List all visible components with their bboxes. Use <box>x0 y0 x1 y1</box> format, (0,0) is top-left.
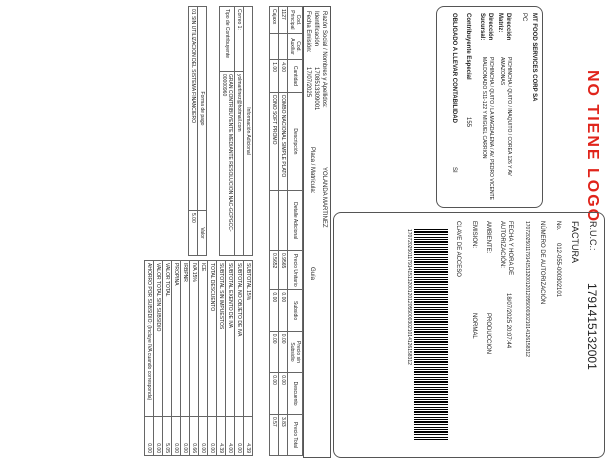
access-key-value: 1707202501179141513200120120550003021014126158312 <box>406 229 412 365</box>
item-cell: 0.00 <box>279 331 288 372</box>
item-cell: CONO SOFT PROMO <box>270 92 279 191</box>
total-label: VALOR TOTAL <box>163 261 172 417</box>
table-row <box>235 7 244 256</box>
authorization-label: NÚMERO DE AUTORIZACIÓN <box>539 221 545 305</box>
item-cell: 0.00 <box>279 373 288 415</box>
table-row <box>154 261 163 456</box>
emission-value: NORMAL <box>471 313 477 339</box>
total-value: 4.39 <box>217 417 226 456</box>
accounting-value: SI <box>451 167 457 173</box>
access-key-barcode <box>414 229 448 441</box>
plate-label: Placa / Matrícula: <box>309 147 315 194</box>
payment-header-value: Valor <box>198 211 207 256</box>
guide-label: Guía <box>309 267 315 281</box>
total-value: 0.00 <box>199 417 208 456</box>
item-cell: 3.83 <box>279 414 288 455</box>
additional-key: Correo 1: <box>235 7 244 72</box>
item-cell <box>270 33 279 60</box>
item-cell <box>279 33 288 60</box>
table-row <box>220 7 235 256</box>
special-taxpayer-value: 155 <box>465 117 471 128</box>
total-label: PROPINA <box>172 261 181 417</box>
total-label: SUBTOTAL 15% <box>244 261 253 417</box>
item-cell: COMBO NACIONAL SIMPLE PLATO <box>279 92 288 191</box>
total-label: TOTAL DESCUENTO <box>208 261 217 417</box>
additional-value: yolmartinez@hotmail.com <box>235 72 244 256</box>
item-cell: Cajaxx <box>270 7 279 34</box>
emission-label: EMISION: <box>471 221 477 249</box>
total-label: ICE <box>199 261 208 417</box>
item-cell <box>279 191 288 251</box>
matrix-address-label: Dirección Matriz: <box>497 13 511 41</box>
table-row <box>190 261 199 456</box>
branch-address-value: PICHINCHA / QUITO / LA MAGDALENA / AV. PEDRO VICENTE MALDONADO S11-122 Y MIGUEL CARRION <box>481 57 494 201</box>
item-cell: 1.00 <box>270 60 279 92</box>
total-label: VALOR TOTAL SIN SUBSIDIO <box>154 261 163 417</box>
header-cell: Descripción <box>288 92 303 191</box>
authorization-date-value: 18/07/2025 20:07:44 <box>505 293 511 349</box>
table-row <box>279 7 288 456</box>
table-row <box>235 261 244 456</box>
table-row <box>226 261 235 456</box>
header-cell: Cantidad <box>288 60 303 92</box>
item-cell: 0.00 <box>270 373 279 415</box>
table-row <box>270 7 279 456</box>
total-label: AHORRO POR SUBSIDIO: (Incluye IVA cuando corresponda) <box>145 261 154 417</box>
authorization-date-label: FECHA Y HORA DE AUTORIZACIÓN: <box>499 221 513 276</box>
item-cell: 1127 <box>279 7 288 34</box>
item-cell: 4.00 <box>279 60 288 92</box>
authorization-value: 1707202501179141513200120120550003021014126158312 <box>524 221 530 357</box>
header-cell: Precio Unitario <box>288 251 303 290</box>
ruc-label: R.U.C.: <box>588 221 598 251</box>
items-table <box>269 6 303 456</box>
issuer-name: MT FOOD SERVICES CORP SA <box>531 13 537 102</box>
total-value: 4.39 <box>244 417 253 456</box>
table-row <box>163 261 172 456</box>
header-cell: Descuento <box>288 373 303 415</box>
payment-table <box>188 6 207 256</box>
total-label: IVA 15% <box>190 261 199 417</box>
matrix-address-value: PICHINCHA / QUITO / INAQUITO / COREA 126 Y AV AMAZONAS <box>499 57 512 176</box>
additional-value: GRAN CONTRIBUYENTE MEDIANTE RESOLUCION NAC-GCPGCC-00000960 <box>220 72 235 256</box>
table-row <box>145 261 154 456</box>
buyer-id-label: Identificación <box>313 11 319 47</box>
table-row <box>208 261 217 456</box>
header-cell: Cod. Principal <box>288 7 303 34</box>
item-cell: 0.00 <box>279 290 288 331</box>
header-cell: Precio Total <box>288 414 303 455</box>
header-cell: Precio sin Subsidio <box>288 331 303 372</box>
total-value: 0.66 <box>190 417 199 456</box>
total-value: 0.00 <box>181 417 190 456</box>
buyer-box <box>303 6 331 458</box>
invoice-info-box <box>333 212 605 458</box>
additional-info-title: Información Adicional <box>244 7 253 256</box>
table-row <box>199 261 208 456</box>
table-row <box>172 261 181 456</box>
environment-label: AMBIENTE: <box>485 221 491 254</box>
item-cell <box>270 191 279 251</box>
item-cell: 0.5652 <box>270 251 279 290</box>
buyer-name-label: Razón Social / Nombres y Apellidos: <box>321 11 327 108</box>
special-taxpayer-label: Contribuyente Especial <box>465 13 471 80</box>
issuer-trade-name: PC <box>521 13 527 22</box>
totals-table <box>144 260 253 456</box>
additional-key: Tipo de Contribuyente <box>220 7 235 72</box>
emission-date-value: 17/07/2025 <box>305 67 311 98</box>
header-cell: Subsidio <box>288 290 303 331</box>
total-value: 0.00 <box>208 417 217 456</box>
access-key-label: CLAVE DE ACCESO <box>455 221 461 277</box>
item-cell: 0.9565 <box>279 251 288 290</box>
table-row <box>189 7 198 256</box>
buyer-id-value: 1708513309001 <box>313 67 319 111</box>
item-cell: 0.00 <box>270 331 279 372</box>
header-cell: Cod. Auxiliar <box>288 33 303 60</box>
logo-placeholder: NO TIENE LOGO <box>584 70 601 224</box>
table-row <box>181 261 190 456</box>
environment-value: PRODUCCION <box>485 313 491 355</box>
accounting-label: OBLIGADO A LLEVAR CONTABILIDAD <box>451 13 457 123</box>
item-cell: 0.00 <box>270 290 279 331</box>
buyer-name-value: YOLANDA MARTINEZ <box>321 167 327 228</box>
item-cell: 0.57 <box>270 414 279 455</box>
total-value: 0.00 <box>235 417 244 456</box>
items-table-header <box>288 7 303 456</box>
payment-header <box>198 7 207 256</box>
total-value: 5.05 <box>163 417 172 456</box>
total-label: SUBTOTAL NO OBJETO DE IVA <box>235 261 244 417</box>
total-label: IRBPNR <box>181 261 190 417</box>
payment-header-method: Forma de pago <box>198 7 207 211</box>
table-row <box>217 261 226 456</box>
total-value: 4.00 <box>226 417 235 456</box>
table-row <box>244 261 253 456</box>
total-value: 0.00 <box>154 417 163 456</box>
invoice-number-label: No. <box>555 221 561 231</box>
total-label: SUBTOTAL SIN IMPUESTOS <box>217 261 226 417</box>
document-type: FACTURA <box>570 221 580 264</box>
issuer-box <box>436 6 543 208</box>
total-label: SUBTOTAL EXENTO DE IVA <box>226 261 235 417</box>
header-cell: Detalle Adicional <box>288 191 303 251</box>
payment-method: 01 SIN UTILIZACION DEL SISTEMA FINANCIERO <box>189 7 198 211</box>
emission-date-label: Fecha Emisión: <box>305 11 311 53</box>
additional-info-table <box>219 6 253 256</box>
invoice-number-value: 012-055-000302101 <box>555 243 561 298</box>
ruc-value: 1791415132001 <box>585 283 599 370</box>
total-value: 0.00 <box>172 417 181 456</box>
payment-value: 5.00 <box>189 211 198 256</box>
branch-address-label: Dirección Sucursal: <box>479 13 493 41</box>
total-value: 0.00 <box>145 417 154 456</box>
